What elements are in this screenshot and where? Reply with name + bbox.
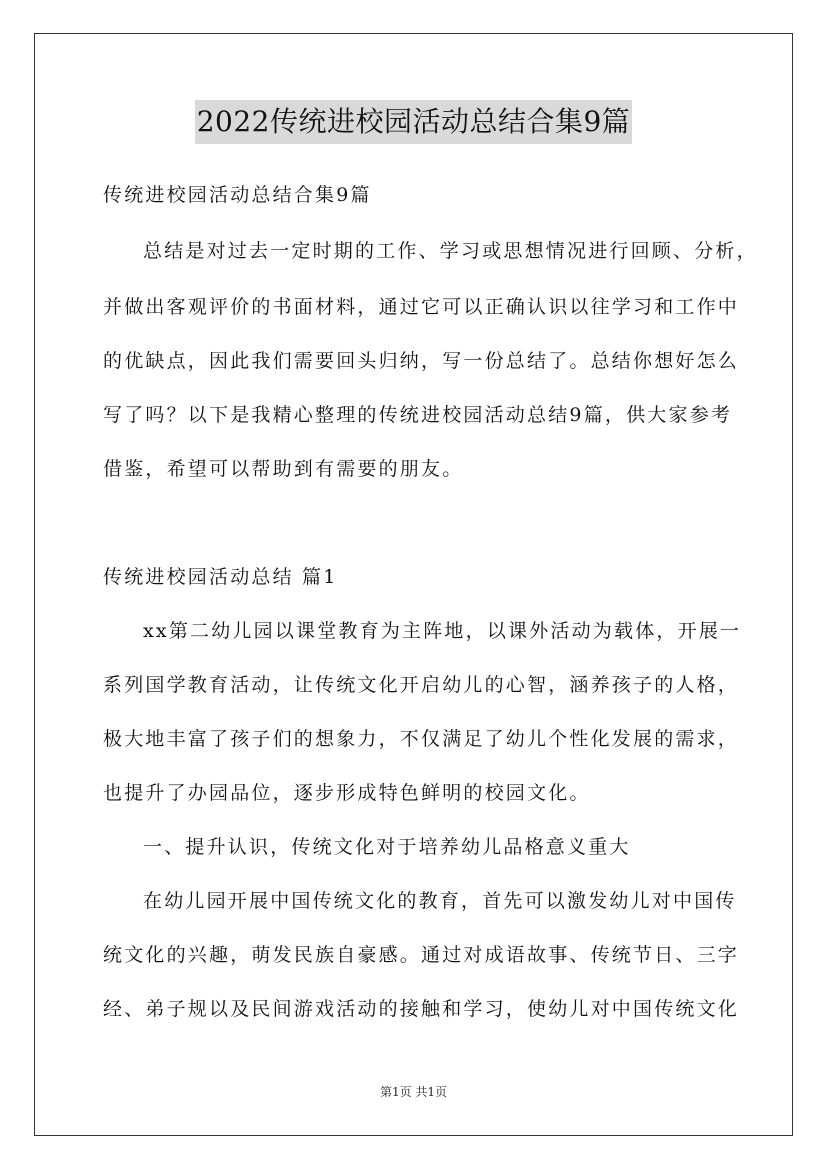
paragraph-line: xx第二幼儿园以课堂教育为主阵地，以课外活动为载体，开展一: [143, 620, 742, 642]
sub-heading: 一、提升认识，传统文化对于培养幼儿品格意义重大: [143, 836, 631, 858]
section-heading: 传统进校园活动总结 篇1: [103, 566, 338, 588]
intro-line: 写了吗？以下是我精心整理的传统进校园活动总结9篇，供大家参考: [103, 404, 733, 426]
intro-line: 并做出客观评价的书面材料，通过它可以正确认识以往学习和工作中: [103, 296, 740, 318]
paragraph-line: 在幼儿园开展中国传统文化的教育，首先可以激发幼儿对中国传: [143, 890, 737, 912]
intro-line: 借鉴，希望可以帮助到有需要的朋友。: [103, 458, 464, 480]
paragraph-line: 极大地丰富了孩子们的想象力，不仅满足了幼儿个性化发展的需求，: [103, 728, 740, 750]
document-title: [0, 100, 827, 144]
page-footer: 第1页 共1页: [379, 1085, 448, 1099]
document-title-text: 2022传统进校园活动总结合集9篇: [195, 100, 633, 144]
subtitle: 传统进校园活动总结合集9篇: [103, 184, 372, 206]
paragraph-line: 经、弟子规以及民间游戏活动的接触和学习，使幼儿对中国传统文化: [103, 998, 740, 1020]
paragraph-line: 统文化的兴趣，萌发民族自豪感。通过对成语故事、传统节日、三字: [103, 944, 740, 966]
intro-line: 总结是对过去一定时期的工作、学习或思想情况进行回顾、分析，: [143, 240, 758, 262]
intro-line: 的优缺点，因此我们需要回头归纳，写一份总结了。总结你想好怎么: [103, 350, 740, 372]
paragraph-line: 系列国学教育活动，让传统文化开启幼儿的心智，涵养孩子的人格，: [103, 674, 740, 696]
paragraph-line: 也提升了办园品位，逐步形成特色鲜明的校园文化。: [103, 782, 591, 804]
